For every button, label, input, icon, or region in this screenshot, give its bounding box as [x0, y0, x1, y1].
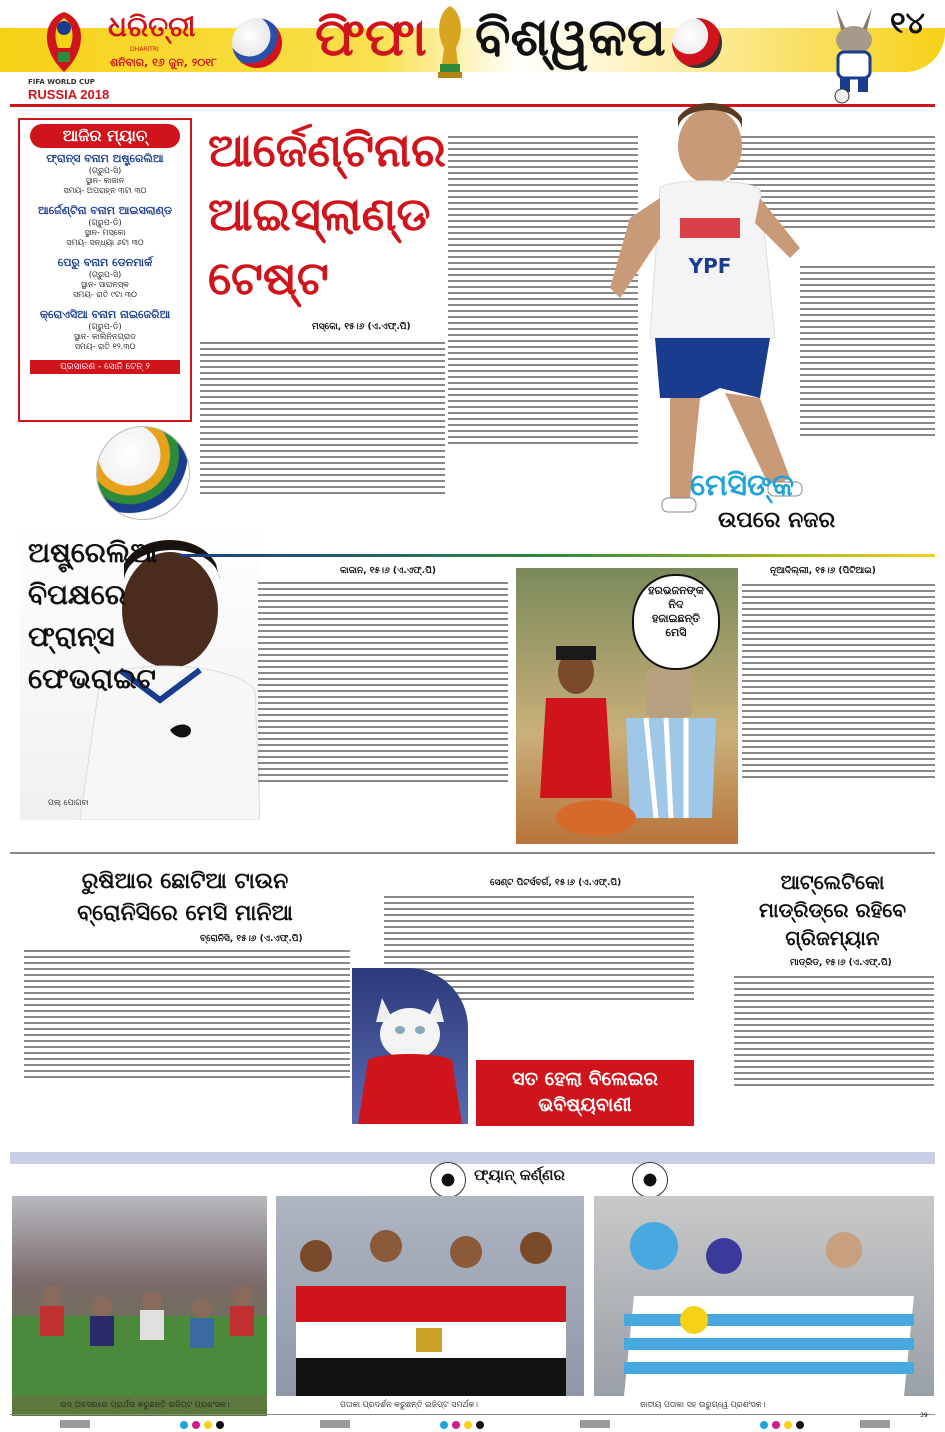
ball-icon [632, 1162, 668, 1198]
matches-box [18, 118, 192, 422]
griezmann-headline-line: ଆଟ୍‌ଲେଟିକୋ [780, 870, 885, 894]
fan-photo-uruguay [594, 1196, 934, 1396]
france-body [258, 578, 508, 850]
messi-caption-1: ମେସିଙ୍କ [690, 468, 795, 503]
griezmann-headline-line: ମାଡ୍ରିଡ୍‌ରେ ରହିବେ [759, 898, 906, 922]
fan-corner-band [10, 1152, 935, 1164]
masthead-date: ଶନିବାର, ୧୬ ଜୁନ, ୨୦୧୮ [110, 56, 217, 69]
match-item [20, 308, 190, 352]
match-teams: ଆର୍ଜେଣ୍ଟିନା ବନାମ ଆଇସଲାଣ୍ଡ [38, 204, 172, 217]
bronnitsy-headline-line: ରୁଷିଆର ଛୋଟିଆ ଟାଉନ [81, 869, 289, 894]
fan-photo-egypt [276, 1196, 584, 1396]
ball-icon [232, 18, 282, 68]
bubble-line: ହଜାଇଛନ୍ତି [651, 612, 701, 625]
match-item [20, 256, 190, 300]
footer-rule [10, 1414, 935, 1415]
match-venue: ସ୍ଥାନ- କାଲିନିନଗ୍ରାଡ [73, 332, 136, 341]
cat-headline-box [476, 1060, 694, 1126]
page-number: ୧୪ [890, 6, 925, 41]
svg-text:YPF: YPF [688, 254, 732, 278]
france-headline-line: ଅଷ୍ଟ୍ରେଲିଆ [28, 536, 158, 569]
griezmann-headline [730, 868, 935, 952]
cat-dateline: ସେଣ୍ଟ ପିଟର୍ସବର୍ଗ, ୧୫।୬ (ଏ.ଏଫ୍.ପି) [490, 878, 622, 888]
fan-photo-prayer [12, 1196, 267, 1416]
cat-headline-line: ସତ ହେଲା ବିଲେଇର [512, 1068, 658, 1090]
lead-body-col1 [200, 338, 445, 550]
lead-headline-line: ଟେଷ୍ଟ [208, 251, 329, 305]
lead-headline [208, 118, 448, 310]
masthead [0, 0, 945, 110]
bubble-line: ମେସି [665, 626, 687, 639]
wc-logo-icon [34, 8, 94, 78]
fan-caption: ଇଦ୍ ଅବସରରେ ପ୍ରାର୍ଥନା କରୁଛନ୍ତି ଇଜିପ୍ଟ ପ୍ରଶଂସକ। [60, 1400, 230, 1409]
bronnitsy-dateline: ବ୍ରୋନିସି, ୧୫।୬ (ଏ.ଏଫ୍.ପି) [200, 934, 303, 944]
wc-line1: FIFA WORLD CUP [28, 78, 95, 86]
fan-caption: ଜାତୀୟ ପତାକା ସହ ଉରୁଗ୍ୱେ ପ୍ରଶଂସକ। [640, 1400, 766, 1409]
paper-sub: DHARITRI [130, 46, 159, 53]
griezmann-headline-line: ଗ୍ରିଜମ୍ୟାନ [785, 926, 880, 950]
bronnitsy-headline [20, 866, 350, 930]
cat-headline-line: ଭବିଷ୍ୟବାଣୀ [538, 1094, 632, 1116]
france-headline [28, 532, 157, 700]
fan-corner-title: ଫ୍ୟାନ୍ କର୍ଣ୍ଣର [474, 1166, 565, 1184]
match-venue: ସ୍ଥାନ- କାଜାନ [85, 176, 125, 185]
match-time: ସମୟ- ରାତି ୯ଟା ୩୦ [73, 290, 137, 299]
match-group: (ଗ୍ରୁପ-ସି) [88, 270, 122, 279]
wc-line2: RUSSIA 2018 [28, 87, 110, 102]
france-headline-line: ଫେଭରାଇଟ [28, 662, 156, 695]
fan-caption: ପତାକା ପ୍ରଦର୍ଶନ କରୁଛନ୍ତି ଇଜିପ୍ଟ ସମର୍ଥକ। [340, 1400, 478, 1409]
griezmann-dateline: ମାଡ୍ରିଡ, ୧୫।୬ (ଏ.ଏଫ୍.ପି) [790, 958, 892, 968]
france-headline-line: ଫ୍ରାନ୍ସ [28, 620, 115, 653]
title-right: ବିଶ୍ୱକପ [475, 8, 666, 68]
paper-name: ଧରିତ୍ରୀ [108, 10, 196, 43]
match-teams: ଫ୍ରାନ୍ସ ବନାମ ଅଷ୍ଟ୍ରେଲିଆ [46, 152, 164, 165]
bronnitsy-body [24, 946, 350, 1126]
match-time: ସମୟ- ଅପରାହ୍ନ ୩ଟା ୩୦ [63, 186, 147, 195]
title-left: ଫିଫା [315, 8, 427, 68]
match-item [20, 204, 190, 248]
registration-marks [60, 1420, 920, 1430]
match-item [20, 152, 190, 196]
lead-body-col4 [800, 262, 935, 500]
match-time: ସମୟ- ରାତି ୧୨.୩୦ [74, 342, 136, 351]
match-teams: ପେରୁ ବନାମ ଡେନମାର୍କ [57, 256, 153, 269]
broadcast-label: ପ୍ରସାରଣ - ସୋନି ଟେନ୍ ୨ [30, 360, 180, 374]
bubble-line: ନିଦ [668, 598, 684, 611]
harbhajan-dateline: ନୂଆଦିଲ୍ଲୀ, ୧୫।୬ (ପିଟିଆଇ) [770, 566, 876, 576]
cat-photo [352, 968, 468, 1124]
folio: 39 [920, 1412, 928, 1419]
section-rule [10, 852, 935, 854]
bronnitsy-headline-line: ବ୍ରୋନିସିରେ ମେସି ମାନିଆ [77, 901, 293, 926]
lead-dateline: ମସ୍କୋ, ୧୫।୬ (ଏ.ଏଫ୍.ପି) [312, 322, 411, 332]
messi-caption-2: ଉପରେ ନଜର [718, 508, 836, 533]
ball-icon [96, 426, 190, 520]
france-headline-line: ବିପକ୍ଷରେ [28, 578, 126, 611]
pogba-caption: ପଲ୍ ପୋଗବା [48, 798, 89, 807]
lead-headline-line: ଆର୍ଜେଣ୍ଟିନାର [208, 123, 446, 177]
lead-headline-line: ଆଇସ୍‌ଲାଣ୍ଡ [208, 187, 431, 241]
match-group: (ଗ୍ରୁପ-ଡି) [88, 218, 122, 227]
match-group: (ଗ୍ରୁପ-ଡି) [88, 322, 122, 331]
france-dateline: କାଜାନ, ୧୫।୬ (ଏ.ଏଫ୍.ପି) [340, 566, 436, 576]
match-venue: ସ୍ଥାନ- ମସ୍କୋ [84, 228, 126, 237]
griezmann-body [734, 972, 934, 1126]
trophy-icon [430, 4, 470, 84]
match-venue: ସ୍ଥାନ- ସାରାନସ୍କ [81, 280, 129, 289]
harbhajan-body [742, 580, 935, 846]
ball-icon [430, 1162, 466, 1198]
harbhajan-bubble [632, 574, 720, 670]
mascot-icon [822, 4, 886, 104]
match-group: (ଗ୍ରୁପ-ସି) [88, 166, 122, 175]
section-rule [180, 554, 935, 557]
matches-header: ଆଜିର ମ୍ୟାଚ୍ [30, 124, 180, 148]
bubble-line: ହରଭଜନଙ୍କ [648, 584, 704, 597]
match-teams: କ୍ରୋଏସିଆ ବନାମ ନାଇଜେରିଆ [39, 308, 171, 321]
match-time: ସମୟ- ସନ୍ଧ୍ୟା ୬ଟା ୩୦ [66, 238, 144, 247]
ball-icon [672, 18, 722, 68]
